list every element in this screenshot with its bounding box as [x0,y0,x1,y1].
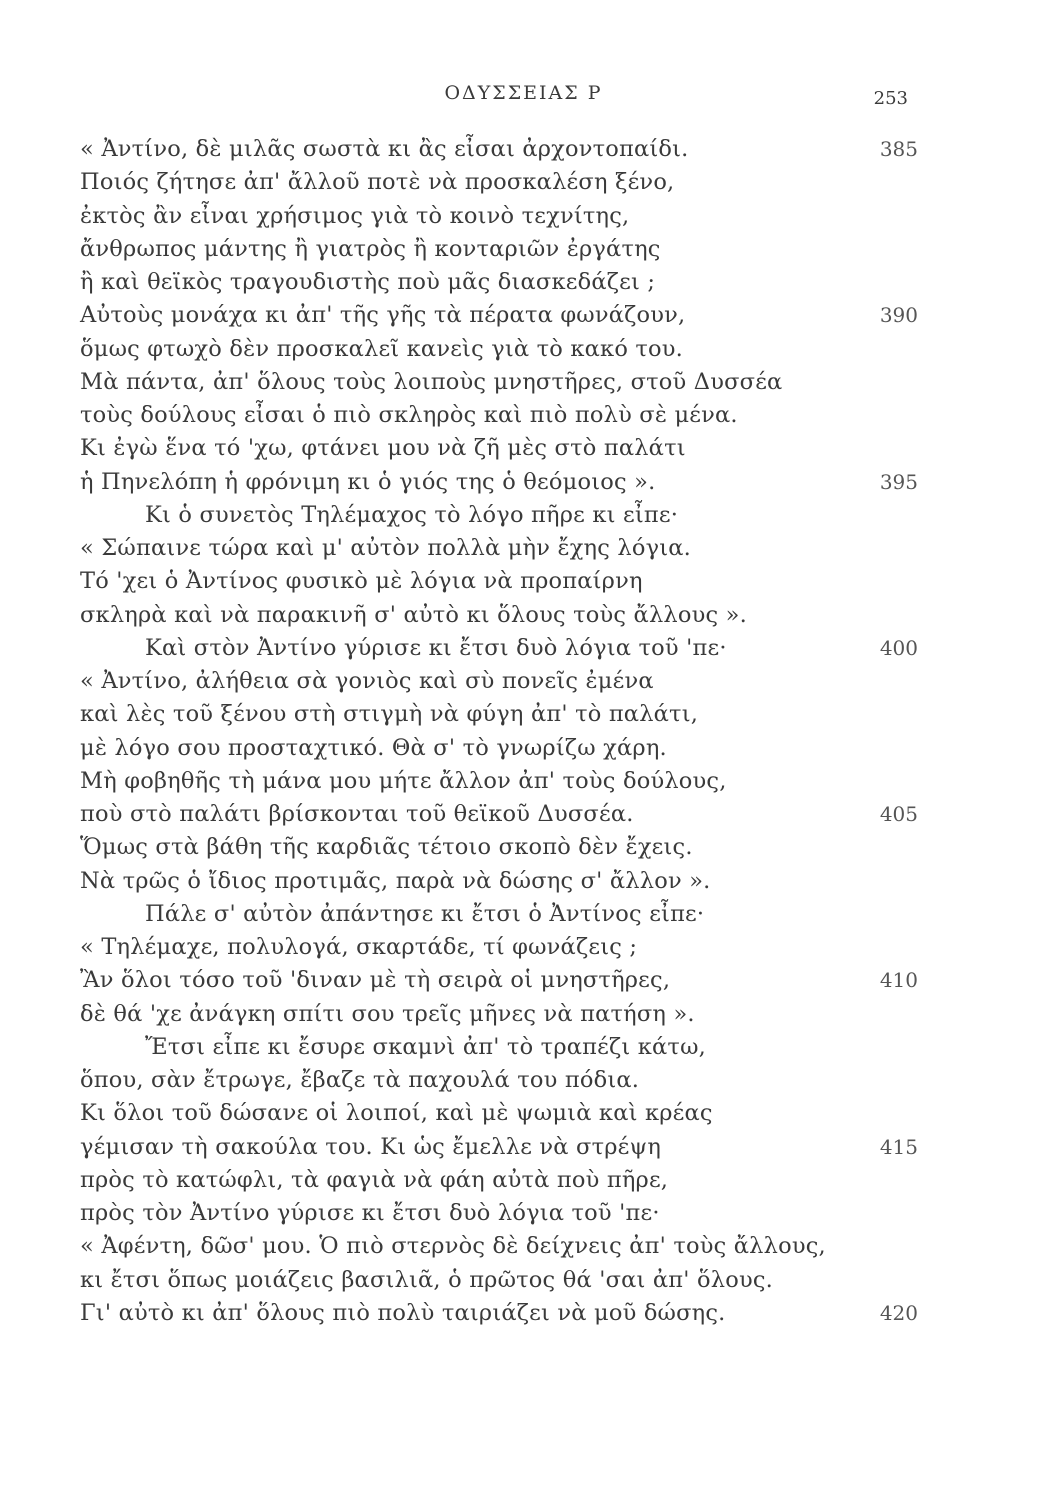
verse-line [0,964,1047,997]
verse-line [0,200,1047,233]
verse-text: « Ἀντίνο, δὲ μιλᾶς σωστὰ κι ἂς εἶσαι ἀρχοντοπαίδι. [80,136,689,162]
verse-text: « Ἀντίνο, ἀλήθεια σὰ γονιὸς καὶ σὺ πονεῖς ἐμένα [80,668,654,694]
verse-text: δὲ θά 'χε ἀνάγκη σπίτι σου τρεῖς μῆνες νὰ πατήση ». [80,1000,695,1027]
verse-text: μὲ λόγο σου προσταχτικό. Θὰ σ' τὸ γνωρίζω χάρη. [80,734,667,761]
verse-text: Μὴ φοβηθῆς τὴ μάνα μου μήτε ἄλλον ἀπ' τοὺς δούλους, [80,767,727,794]
verse-line [0,698,1047,731]
verse-line [0,133,1047,166]
line-number: 405 [879,802,918,826]
verse-line [0,466,1047,499]
verse-line [0,765,1047,798]
line-number: 390 [879,303,918,328]
verse-line [0,1264,1047,1297]
verse-text: σκληρὰ καὶ νὰ παρακινῆ σ' αὐτὸ κι ὅλους τοὺς ἄλλους ». [80,601,747,628]
verse-line [0,499,1047,532]
verse-line [0,1031,1047,1064]
verse-text: Κι ὁ συνετὸς Τηλέμαχος τὸ λόγο πῆρε κι εἶπε· [145,501,679,528]
verse-text: Καὶ στὸν Ἀντίνο γύρισε κι ἔτσι δυὸ λόγια τοῦ 'πε· [145,634,727,661]
verse-line [0,1230,1047,1263]
verse-line [0,233,1047,266]
verse-text: καὶ λὲς τοῦ ξένου στὴ στιγμὴ νὰ φύγη ἀπ' τὸ παλάτι, [80,701,699,728]
line-number: 420 [879,1300,918,1325]
verse-text: ὅμως φτωχὸ δὲν προσκαλεῖ κανεὶς γιὰ τὸ κακό του. [80,335,684,362]
verse-text: Κι ὅλοι τοῦ δώσανε οἱ λοιποί, καὶ μὲ ψωμιὰ καὶ κρέας [80,1100,713,1127]
verse-line [0,599,1047,632]
verse-text: πρὸς τὸν Ἀντίνο γύρισε κι ἔτσι δυὸ λόγια τοῦ 'πε· [80,1200,660,1226]
verse-line [0,1297,1047,1330]
verse-line [0,898,1047,931]
verse-line [0,1131,1047,1164]
running-title: ΟΔΥΣΣΕΙΑΣ Ρ [444,82,603,104]
verse-text: Ὅμως στὰ βάθη τῆς καρδιᾶς τέτοιο σκοπὸ δὲν ἔχεις. [80,834,693,861]
line-number: 415 [879,1134,918,1159]
verse-text: γέμισαν τὴ σακούλα του. Κι ὡς ἔμελλε νὰ στρέψη [80,1133,662,1160]
verse-line [0,299,1047,332]
verse-text: Νὰ τρῶς ὁ ἴδιος προτιμᾶς, παρὰ νὰ δώσης σ' ἄλλον ». [80,867,711,894]
verse-text: ὅπου, σὰν ἔτρωγε, ἔβαζε τὰ παχουλά του πόδια. [80,1067,640,1093]
verse-text: ἄνθρωπος μάντης ἢ γιατρὸς ἢ κονταριῶν ἐργάτης [80,235,661,262]
verse-line [0,632,1047,665]
verse-text: « Ἀφέντη, δῶσ' μου. Ὁ πιὸ στερνὸς δὲ δείχνεις ἀπ' τοὺς ἄλλους, [80,1233,826,1260]
verse-text: πρὸς τὸ κατώφλι, τὰ φαγιὰ νὰ φάη αὐτὰ ποὺ πῆρε, [80,1166,669,1193]
verse-line [0,1097,1047,1130]
verse-line [0,865,1047,898]
verse-text: Μὰ πάντα, ἀπ' ὅλους τοὺς λοιποὺς μνηστῆρες, στοῦ Δυσσέα [80,368,783,395]
verse-text: Ἂν ὅλοι τόσο τοῦ 'διναν μὲ τὴ σειρὰ οἱ μνηστῆρες, [80,967,671,994]
verse-text: τοὺς δούλους εἶσαι ὁ πιὸ σκληρὸς καὶ πιὸ πολὺ σὲ μένα. [80,402,738,428]
verse-line [0,333,1047,366]
verse-text: Τό 'χει ὁ Ἀντίνος φυσικὸ μὲ λόγια νὰ προπαίρνη [80,568,643,595]
verse-line [0,1064,1047,1097]
verse-text: « Σώπαινε τώρα καὶ μ' αὐτὸν πολλὰ μὴν ἔχης λόγια. [80,535,692,561]
line-number: 410 [879,968,918,993]
verse-text: « Τηλέμαχε, πολυλογά, σκαρτάδε, τί φωνάζεις ; [80,934,638,960]
verse-line [0,798,1047,831]
verse-text: Ποιός ζήτησε ἀπ' ἄλλοῦ ποτὲ νὰ προσκαλέση ξένο, [80,169,675,196]
verse-text: Αὐτοὺς μονάχα κι ἀπ' τῆς γῆς τὰ πέρατα φωνάζουν, [80,302,686,329]
verse-line [0,998,1047,1031]
verse-line [0,166,1047,199]
verse-text: Γι' αὐτὸ κι ἀπ' ὅλους πιὸ πολὺ ταιριάζει νὰ μοῦ δώσης. [80,1299,726,1326]
verse-line [0,432,1047,465]
verse-text: Κι ἐγὼ ἕνα τό 'χω, φτάνει μου νὰ ζῆ μὲς στὸ παλάτι [80,435,686,462]
line-number: 385 [879,137,918,161]
verse-line [0,665,1047,698]
verse-text: ἡ Πηνελόπη ἡ φρόνιμη κι ὁ γιός της ὁ θεόμοιος ». [80,468,656,495]
verse-line [0,532,1047,565]
verse-text: Ἔτσι εἶπε κι ἔσυρε σκαμνὶ ἀπ' τὸ τραπέζι κάτω, [145,1033,706,1060]
verse-text: ἐκτὸς ἂν εἶναι χρήσιμος γιὰ τὸ κοινὸ τεχνίτης, [80,202,630,229]
verse-line [0,931,1047,964]
verse-line [0,266,1047,299]
line-number: 400 [879,635,918,660]
verse-text: ἢ καὶ θεϊκὸς τραγουδιστὴς ποὺ μᾶς διασκεδάζει ; [80,269,656,295]
verse-line [0,366,1047,399]
verse-line [0,1197,1047,1230]
verse-line [0,399,1047,432]
verse-line [0,831,1047,864]
verse-line [0,1164,1047,1197]
verse-text: ποὺ στὸ παλάτι βρίσκονται τοῦ θεϊκοῦ Δυσσέα. [80,801,634,827]
verse-text: Πάλε σ' αὐτὸν ἀπάντησε κι ἔτσι ὁ Ἀντίνος εἶπε· [145,900,705,927]
line-number: 395 [879,469,918,494]
verse-text: κι ἔτσι ὅπως μοιάζεις βασιλιᾶ, ὁ πρῶτος θά 'σαι ἀπ' ὅλους. [80,1266,774,1293]
verse-line [0,732,1047,765]
poem-text [0,133,1047,1330]
verse-line [0,565,1047,598]
page-number: 253 [873,88,908,109]
